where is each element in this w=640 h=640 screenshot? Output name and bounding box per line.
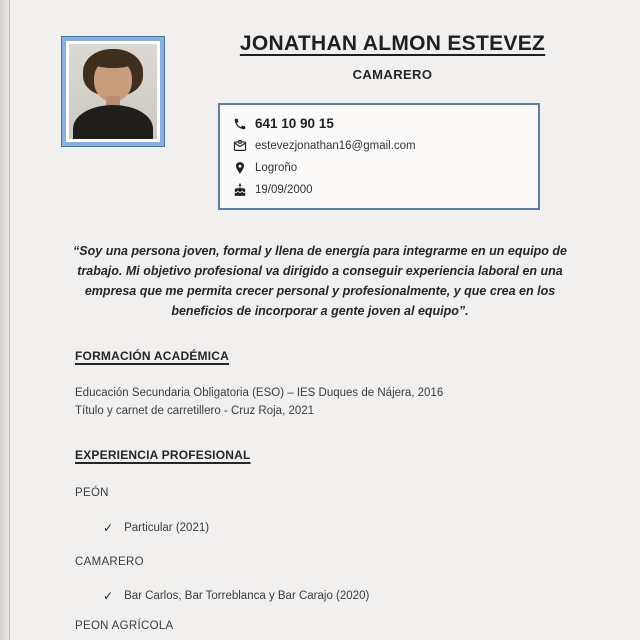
job-bullet-text: Bar Carlos, Bar Torreblanca y Bar Carajo (2020) [124, 590, 370, 602]
job-role: PEÓN [75, 487, 109, 499]
contact-birthdate-value: 19/09/2000 [255, 183, 313, 196]
contact-row-email [232, 136, 526, 155]
email-icon [232, 138, 247, 153]
check-icon: ✓ [103, 589, 114, 603]
contact-email-value: estevezjonathan16@gmail.com [255, 139, 416, 152]
education-item: Educación Secundaria Obligatoria (ESO) – IES Duques de Nájera, 2016 [75, 387, 444, 399]
section-title-experience: EXPERIENCIA PROFESIONAL [75, 448, 251, 462]
contact-row-phone [232, 114, 526, 133]
contact-row-location [232, 158, 526, 177]
check-icon: ✓ [103, 521, 114, 535]
location-pin-icon [232, 160, 247, 175]
profile-photo-frame [62, 37, 164, 146]
contact-location-value: Logroño [255, 161, 298, 174]
job-bullet-text: Particular (2021) [124, 522, 210, 534]
phone-icon [232, 116, 247, 131]
birthday-cake-icon [232, 182, 247, 197]
contact-phone-value: 641 10 90 15 [255, 116, 334, 131]
candidate-role: CAMARERO [352, 67, 433, 82]
education-item: Título y carnet de carretillero - Cruz Roja, 2021 [75, 405, 315, 417]
contact-box [218, 103, 540, 210]
job-role: CAMARERO [75, 556, 144, 568]
job-bullet [103, 590, 369, 602]
job-bullet [103, 522, 209, 534]
candidate-name: JONATHAN ALMON ESTEVEZ [239, 32, 546, 55]
photo-shirt-shape [73, 105, 154, 139]
profile-photo [69, 44, 157, 139]
photo-fringe-shape [92, 56, 134, 67]
header-block [205, 32, 580, 82]
job-role: PEON AGRÍCOLA [75, 620, 174, 632]
personal-statement: “Soy una persona joven, formal y llena de energía para integrarme en un equipo de trabajo. Mi objetivo profesional va dirigido a conseguir experiencia laboral en una empresa que me permita crecer personal y profesionalmente, y que crea en los beneficios de incorporar a gente joven al equipo”. [73, 244, 567, 318]
contact-row-birthdate [232, 180, 526, 199]
page-edge-shadow [0, 0, 10, 640]
section-title-education: FORMACIÓN ACADÉMICA [75, 349, 230, 363]
